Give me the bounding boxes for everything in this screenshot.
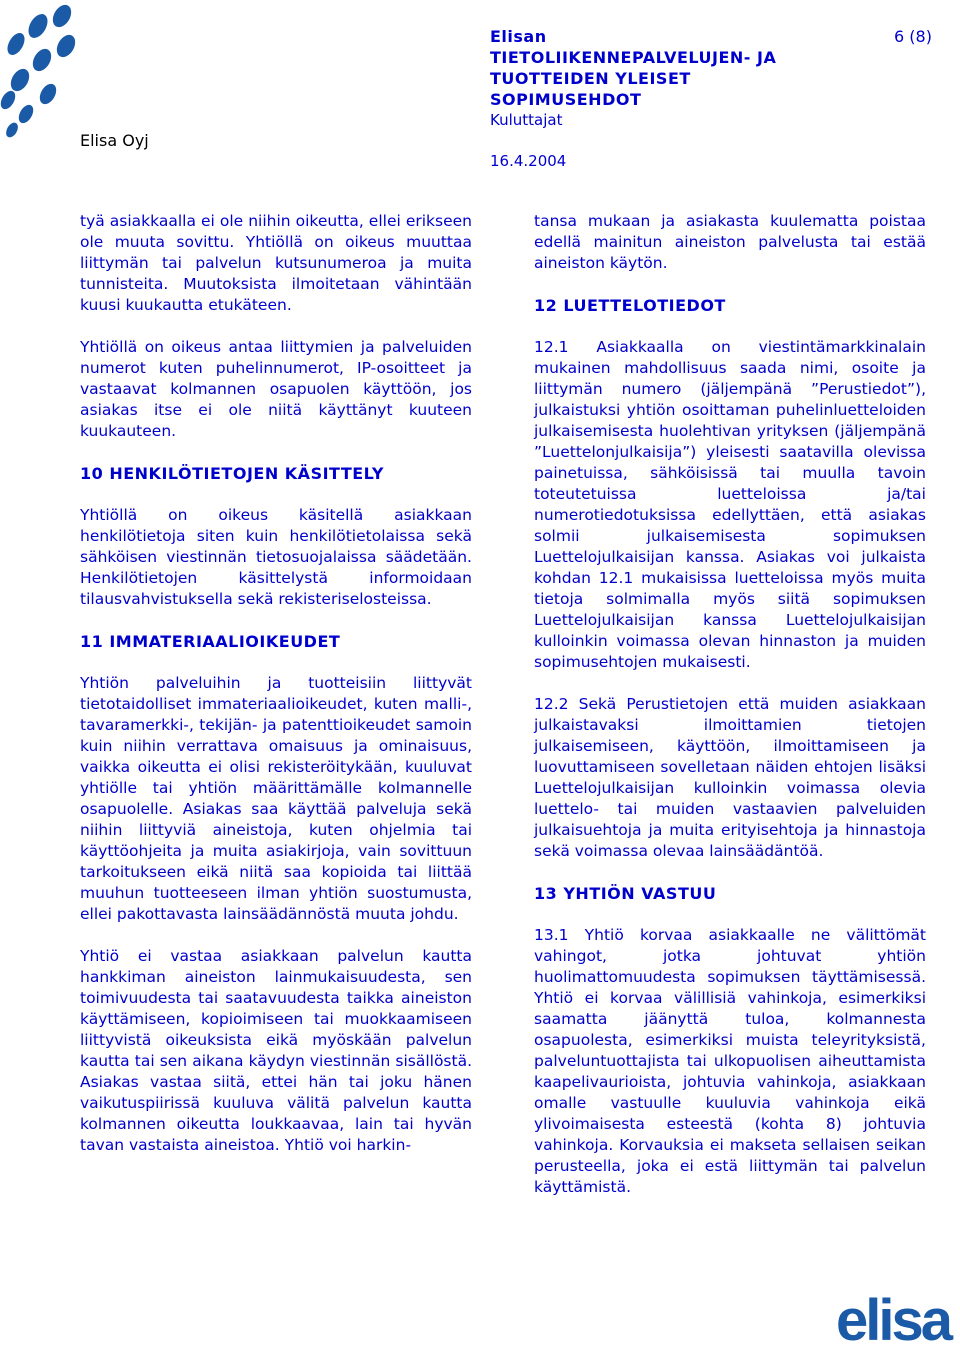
doc-audience: Kuluttajat xyxy=(490,111,563,129)
doc-title-line-2: TUOTTEIDEN YLEISET xyxy=(490,69,691,88)
svg-text:elisa: elisa xyxy=(836,1288,950,1353)
section-heading-11: 11 IMMATERIAALIOIKEUDET xyxy=(80,632,341,651)
company-name: Elisa Oyj xyxy=(80,131,149,150)
elisa-dots-logo-icon xyxy=(0,0,90,140)
paragraph: 12.1 Asiakkaalla on viestintämarkkinalain mukainen mahdollisuus saada nimi, osoite ja liittymän numero (jäljempänä ”Perustiedot”), julkaistuksi yhtiön osoittaman puhelinluetteloiden julkaisemisesta huolehtivan yrityksen (jäljempänä ”Luettelonjulkaisija”) yleisesti saatavilla olevissa painetuissa, sähköisissä tai muulla tavoin toteutetuissa luetteloissa ja/tai numerotiedotuksissa edellyttäen, että asiakas solmii julkaisemisesta sopimuksen Luettelojulkaisijan kanssa. Asiakas voi julkaista kohdan 12.1 mukaisissa luetteloissa myös muita tietoja solmimalla myös siitä sopimuksen Luettelojulkaisijan kanssa Luettelojulkaisijan kulloinkin voimassa olevan hinnaston ja muiden sopimusehtojen mukaisesti. xyxy=(534,338,926,671)
paragraph: Yhtiöllä on oikeus antaa liittymien ja palveluiden numerot kuten puhelinnumerot, IP-osoitteet ja vastaavat kolmannen osapuolen käyttöön, jos asiakas itse ei ole niitä käyttänyt kuuteen kuukauteen. xyxy=(80,338,472,440)
doc-title-line-1: TIETOLIIKENNEPALVELUJEN- JA xyxy=(490,48,777,67)
paragraph: Yhtiöllä on oikeus käsitellä asiakkaan henkilötietoja siten kuin henkilötietolaissa sekä sähköisen viestinnän tietosuojalaissa säädetään. Henkilötietojen käsittelystä informoidaan tilausvahvistuksella sekä rekisteriselosteissa. xyxy=(80,506,472,608)
elisa-wordmark-logo-icon xyxy=(836,1286,950,1353)
paragraph: tansa mukaan ja asiakasta kuulematta poistaa edellä mainitun aineiston palvelusta tai estää aineiston käytön. xyxy=(534,212,926,272)
section-heading-10: 10 HENKILÖTIETOJEN KÄSITTELY xyxy=(80,464,384,483)
doc-title-line-3: SOPIMUSEHDOT xyxy=(490,90,642,109)
paragraph: 12.2 Sekä Perustietojen että muiden asiakkaan julkaistavaksi ilmoittamien tietojen julkaisemiseen, käyttöön, ilmoittamiseen ja luovuttamiseen sovelletaan näiden ehtojen lisäksi Luettelojulkaisijan kulloinkin voimassa olevia luettelo- tai muiden vastaavien palveluiden julkaisuehtoja ja muita erityisehtoja ja hinnastoja sekä voimassa olevaa lainsäädäntöä. xyxy=(534,695,926,860)
section-heading-12: 12 LUETTELOTIEDOT xyxy=(534,296,726,315)
paragraph: 13.1 Yhtiö korvaa asiakkaalle ne välittömät vahingot, jotka johtuvat yhtiön huolimattomuudesta sopimuksen täyttämisessä. Yhtiö ei korvaa välillisiä vahinkoja, esimerkiksi saamatta jäänyttä tuloa, kolmannesta osapuolesta, esimerkiksi muista teleyrityksistä, palveluntuottajista tai ulkopuolisen aiheuttamista kaapelivaurioista, johtuvia vahinkoja, asiakkaan omalle vastuulle kuuluvia vahinkoja eikä ylivoimaisesta esteestä (kohta 8) johtuvia vahinkoja. Korvauksia ei makseta sellaisen seikan perusteella, joka ei estä liittymän tai palvelun käyttämistä. xyxy=(534,926,926,1196)
paragraph: Yhtiön palveluihin ja tuotteisiin liittyvät tietotaidolliset immateriaalioikeudet, kuten malli-, tavaramerkki-, tekijän- ja patenttioikeudet samoin kuin niihin verrattava omaisuus ja ominaisuus, vaikka oikeutta ei olisi rekisteröitykään, kuuluvat yhtiölle tai yhtiön määrittämälle kolmannelle osapuolelle. Asiakas saa käyttää palveluja sekä niihin liittyviä aineistoja, kuten ohjelmia tai käyttöohjeita ja muita asiakirjoja, vain sovittuun tarkoitukseen eikä niitä saa kopioida tai liittää muuhun tuotteeseen ilman yhtiön suostumusta, ellei pakottavasta lainsäädännöstä muuta johdu. xyxy=(80,674,472,923)
paragraph: tyä asiakkaalla ei ole niihin oikeutta, ellei erikseen ole muuta sovittu. Yhtiöllä on oikeus muuttaa liittymän tai palvelun kutsunumeroa ja muita tunnisteita. Muutoksista ilmoitetaan vähintään kuusi kuukautta etukäteen. xyxy=(80,212,472,314)
section-heading-13: 13 YHTIÖN VASTUU xyxy=(534,884,717,903)
document-header xyxy=(490,26,776,172)
left-column xyxy=(80,211,472,1177)
doc-date: 16.4.2004 xyxy=(490,152,567,170)
paragraph: Yhtiö ei vastaa asiakkaan palvelun kautta hankkiman aineiston lainmukaisuudesta, sen toimivuudesta tai saatavuudesta taikka aineiston käyttämiseen, kopioimiseen tai muokkaamiseen liittyvistä oikeuksista eikä myöskään palvelun kautta tai sen aikana käydyn viestinnän sisällöstä. Asiakas vastaa siitä, ettei hän tai joku hänen vaikutuspiirissä kuuluva välitä palvelun kautta kolmannen oikeutta loukkaavaa, lain tai hyvän tavan vastaista aineistoa. Yhtiö voi harkin- xyxy=(80,947,472,1154)
doc-company: Elisan xyxy=(490,27,547,46)
page-number: 6 (8) xyxy=(894,27,932,46)
right-column xyxy=(534,211,926,1219)
